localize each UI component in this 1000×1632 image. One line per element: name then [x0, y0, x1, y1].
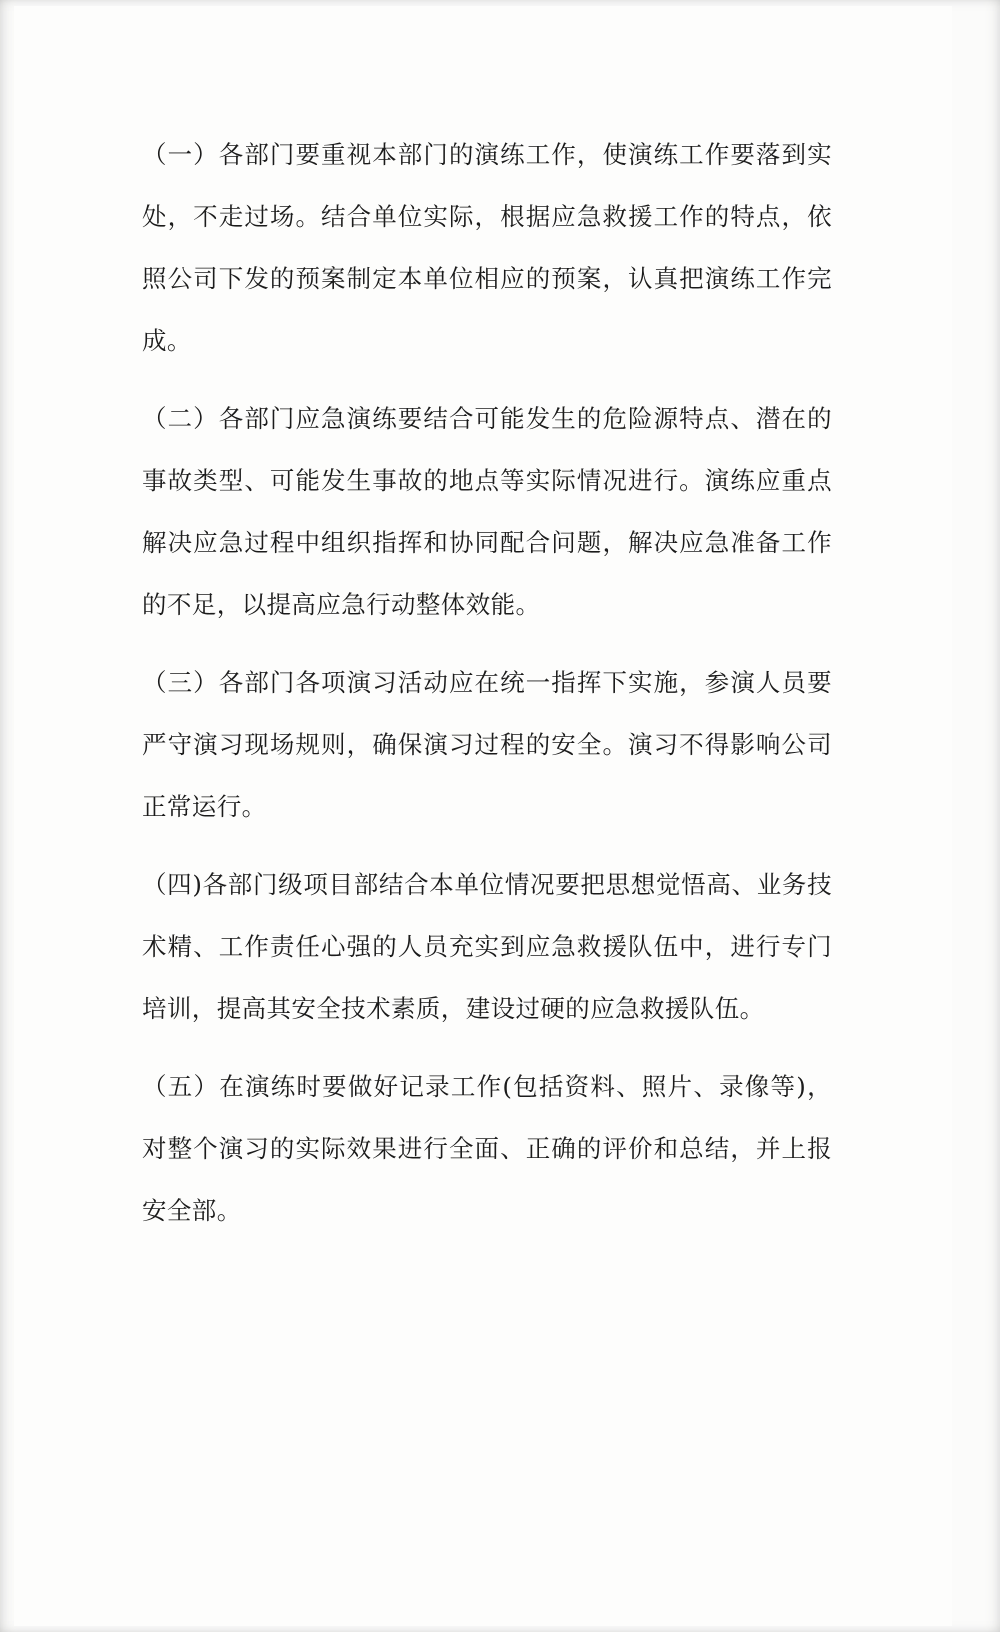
paragraph-2: （二）各部门应急演练要结合可能发生的危险源特点、潜在的事故类型、可能发生事故的地点等实际情况进行。演练应重点解决应急过程中组织指挥和协同配合问题，解决应急准备工作的不足，以提高应急行动整体效能。	[142, 404, 832, 619]
paragraph-4: （四)各部门级项目部结合本单位情况要把思想觉悟高、业务技术精、工作责任心强的人员充实到应急救援队伍中，进行专门培训，提高其安全技术素质，建设过硬的应急救援队伍。	[142, 870, 832, 1023]
paper-sheet	[14, 6, 952, 1626]
paragraph-1: （一）各部门要重视本部门的演练工作，使演练工作要落到实处，不走过场。结合单位实际，根据应急救援工作的特点，依照公司下发的预案制定本单位相应的预案，认真把演练工作完成。	[142, 140, 832, 355]
document-body	[142, 124, 832, 1258]
paragraph-5: （五）在演练时要做好记录工作(包括资料、照片、录像等)，对整个演习的实际效果进行全面、正确的评价和总结，并上报安全部。	[142, 1072, 832, 1225]
paragraph-3: （三）各部门各项演习活动应在统一指挥下实施，参演人员要严守演习现场规则，确保演习过程的安全。演习不得影响公司正常运行。	[142, 668, 832, 821]
